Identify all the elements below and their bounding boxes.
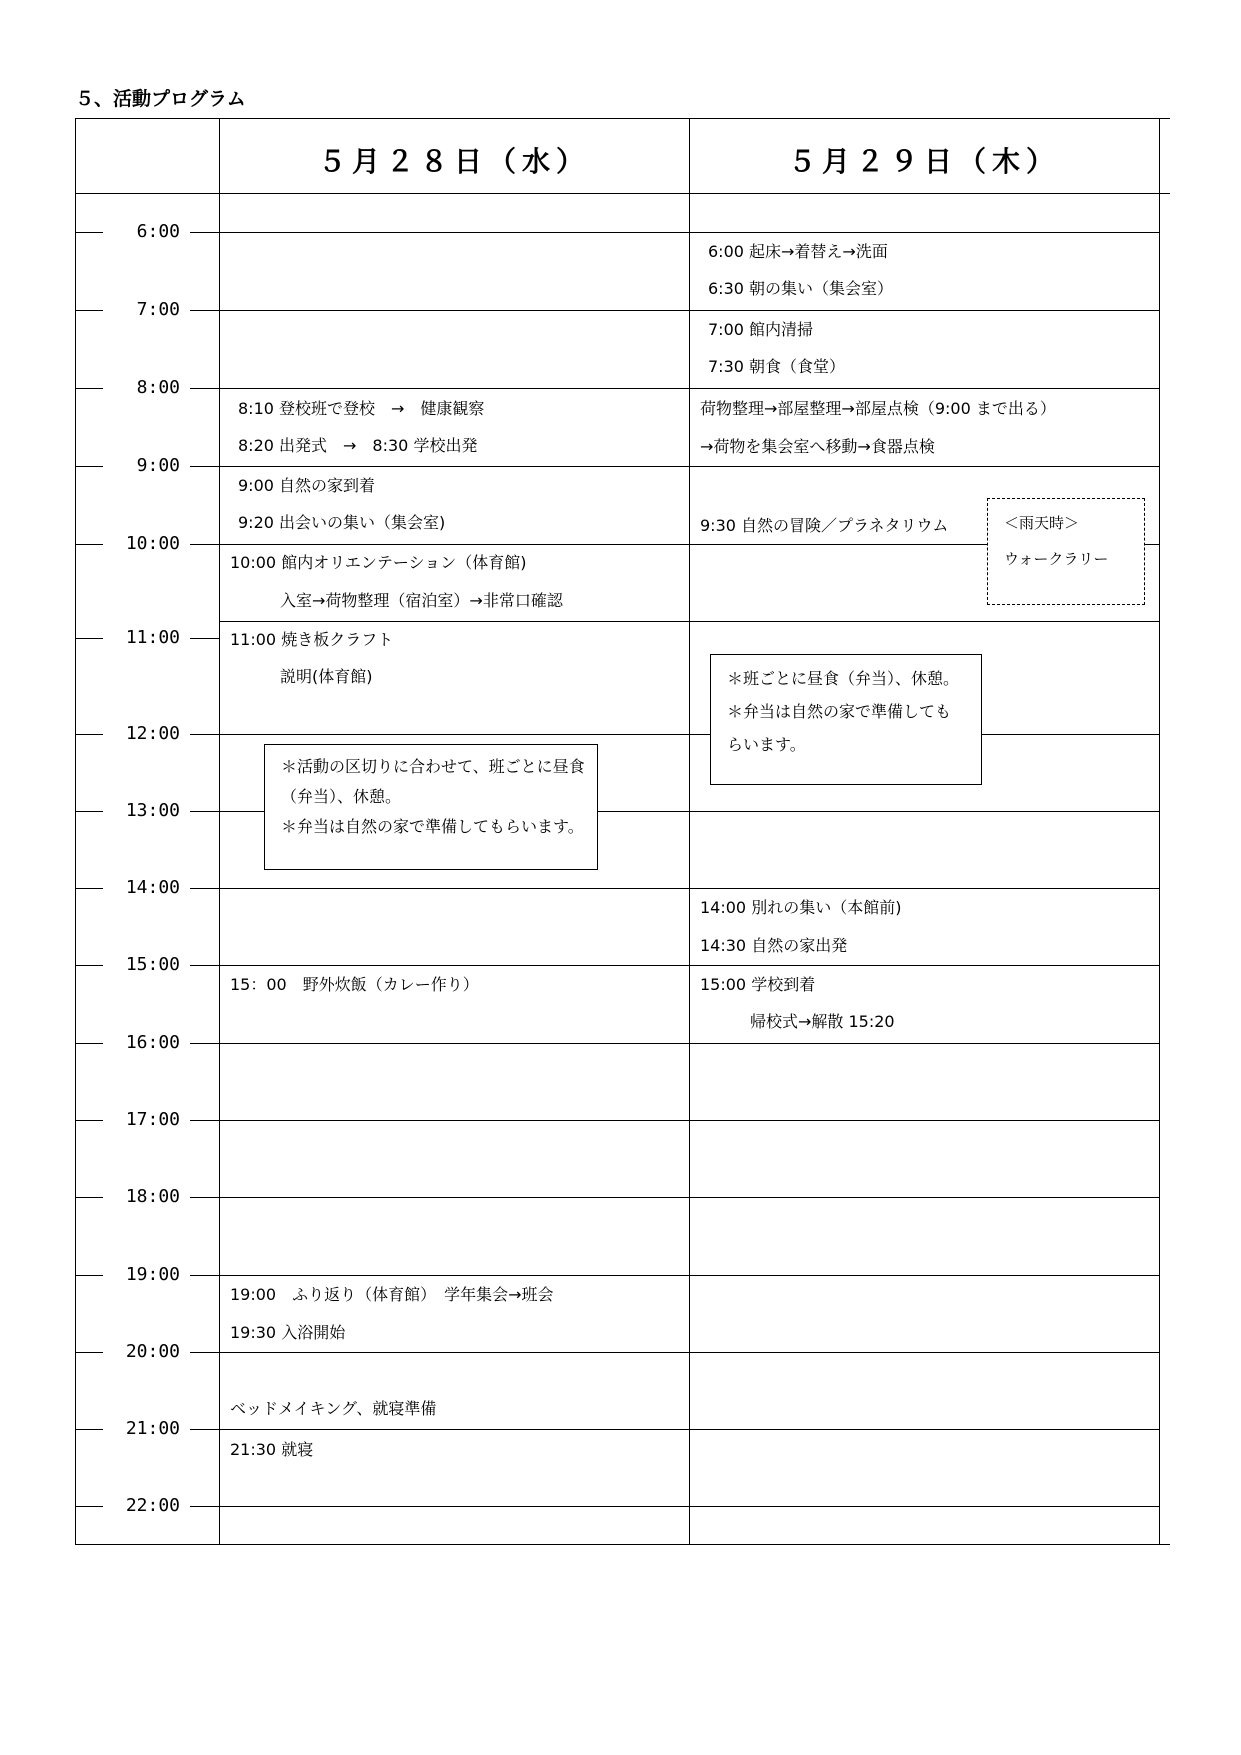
time-label: 12:00	[125, 723, 180, 744]
hour-line	[219, 1043, 1159, 1044]
hour-tick	[190, 1197, 220, 1198]
hour-tick	[190, 1506, 220, 1507]
day2-title: ５月２９日（木）	[787, 145, 1060, 178]
day1-event: 11:00 焼き板クラフト	[230, 630, 394, 649]
hour-tick	[75, 1352, 103, 1353]
hour-tick	[75, 888, 103, 889]
hour-tick	[190, 310, 220, 311]
hour-tick	[190, 734, 220, 735]
hour-tick	[190, 1429, 220, 1430]
hour-tick	[190, 888, 220, 889]
note-line: （弁当）、休憩。	[281, 787, 402, 806]
hour-tick	[190, 232, 220, 233]
section-heading: ５、活動プログラム	[75, 88, 246, 110]
day2-event: 15:00 学校到着	[700, 975, 816, 994]
hour-tick	[75, 388, 103, 389]
time-label: 6:00	[136, 221, 180, 242]
hour-tick	[190, 388, 220, 389]
hour-tick	[190, 544, 220, 545]
hour-tick	[75, 965, 103, 966]
hour-tick	[190, 811, 220, 812]
time-label: 22:00	[125, 1495, 180, 1516]
hour-tick	[75, 638, 103, 639]
hour-line	[219, 621, 1159, 622]
note-line: らいます。	[727, 735, 806, 754]
hour-tick	[75, 1275, 103, 1276]
hour-tick	[75, 310, 103, 311]
hour-tick	[190, 1352, 220, 1353]
hour-line	[219, 1275, 1159, 1276]
time-label: 10:00	[125, 533, 180, 554]
hour-line	[219, 1352, 1159, 1353]
hour-tick	[190, 1275, 220, 1276]
hour-line	[219, 965, 1159, 966]
day2-event: 7:30 朝食（食堂）	[708, 357, 846, 376]
day1-event: 9:20 出会いの集い（集会室)	[238, 513, 446, 532]
hour-tick	[75, 1506, 103, 1507]
day1-event: 入室→荷物整理（宿泊室）→非常口確認	[280, 591, 563, 610]
day2-event: 6:00 起床→着替え→洗面	[708, 242, 888, 261]
time-label: 14:00	[125, 877, 180, 898]
day2-event: 14:30 自然の家出発	[700, 936, 848, 955]
hour-line	[219, 734, 1159, 735]
day2-event: 14:00 別れの集い（本館前)	[700, 898, 902, 917]
note-line: ＊弁当は自然の家で準備してもらいます。	[281, 817, 584, 836]
day2-event: 7:00 館内清掃	[708, 320, 814, 339]
hour-line	[219, 1429, 1159, 1430]
hour-tick	[75, 1120, 103, 1121]
table-left-border	[75, 118, 76, 1545]
time-label: 17:00	[125, 1109, 180, 1130]
hour-tick	[190, 1043, 220, 1044]
hour-tick	[190, 638, 220, 639]
day1-event: 9:00 自然の家到着	[238, 476, 376, 495]
hour-tick	[75, 1197, 103, 1198]
hour-tick	[75, 734, 103, 735]
time-label: 19:00	[125, 1264, 180, 1285]
day-column-divider	[689, 118, 690, 1545]
time-label: 16:00	[125, 1032, 180, 1053]
day2-rain-note	[987, 498, 1145, 605]
day1-event: 8:10 登校班で登校 → 健康観察	[238, 399, 485, 418]
hour-line	[219, 1120, 1159, 1121]
note-line: ＊班ごとに昼食（弁当）、休憩。	[727, 669, 960, 688]
time-label: 15:00	[125, 954, 180, 975]
hour-tick	[75, 466, 103, 467]
day1-title: ５月２８日（水）	[317, 145, 590, 178]
hour-tick	[75, 232, 103, 233]
day1-event: 19:30 入浴開始	[230, 1323, 346, 1342]
day1-event: ベッドメイキング、就寝準備	[230, 1399, 437, 1418]
hour-line	[219, 888, 1159, 889]
header-bottom-border	[75, 193, 1170, 194]
note-line: ＊弁当は自然の家で準備しても	[727, 702, 952, 721]
day2-event: 帰校式→解散 15:20	[750, 1012, 895, 1031]
time-label: 9:00	[136, 455, 180, 476]
hour-line	[219, 388, 1159, 389]
day1-event: 10:00 館内オリエンテーション（体育館)	[230, 553, 527, 572]
hour-tick	[190, 466, 220, 467]
day2-event: →荷物を集会室へ移動→食器点検	[700, 437, 935, 456]
hour-line	[219, 1506, 1159, 1507]
time-label: 11:00	[125, 627, 180, 648]
time-label: 18:00	[125, 1186, 180, 1207]
day2-event: 9:30 自然の冒険／プラネタリウム	[700, 516, 949, 535]
hour-tick	[75, 811, 103, 812]
hour-line	[219, 466, 1159, 467]
day2-event: 6:30 朝の集い（集会室）	[708, 279, 894, 298]
day1-event: 21:30 就寝	[230, 1440, 314, 1459]
time-label: 20:00	[125, 1341, 180, 1362]
hour-line	[219, 1197, 1159, 1198]
day1-event: 15：00 野外炊飯（カレー作り）	[230, 975, 479, 994]
note-line: ＊活動の区切りに合わせて、班ごとに昼食	[281, 757, 585, 776]
table-bottom-border	[75, 1544, 1170, 1545]
note-line: ウォークラリー	[1004, 550, 1109, 568]
hour-tick	[75, 1429, 103, 1430]
time-label: 8:00	[136, 377, 180, 398]
day1-event: 8:20 出発式 → 8:30 学校出発	[238, 436, 478, 455]
day1-lunch-note	[264, 744, 598, 870]
table-top-border	[75, 118, 1170, 119]
hour-tick	[75, 544, 103, 545]
day2-event: 荷物整理→部屋整理→部屋点検（9:00 まで出る）	[700, 399, 1056, 418]
time-label: 13:00	[125, 800, 180, 821]
day1-event: 説明(体育館)	[280, 667, 373, 686]
table-right-border	[1159, 118, 1160, 1545]
hour-line	[219, 232, 1159, 233]
day1-event: 19:00 ふり返り（体育館） 学年集会→班会	[230, 1285, 554, 1304]
hour-tick	[75, 1043, 103, 1044]
note-line: ＜雨天時＞	[1004, 514, 1080, 532]
day2-lunch-note	[710, 654, 982, 785]
hour-tick	[190, 1120, 220, 1121]
hour-tick	[190, 965, 220, 966]
time-label: 7:00	[136, 299, 180, 320]
time-column-divider	[219, 118, 220, 1545]
hour-line	[219, 310, 1159, 311]
time-label: 21:00	[125, 1418, 180, 1439]
